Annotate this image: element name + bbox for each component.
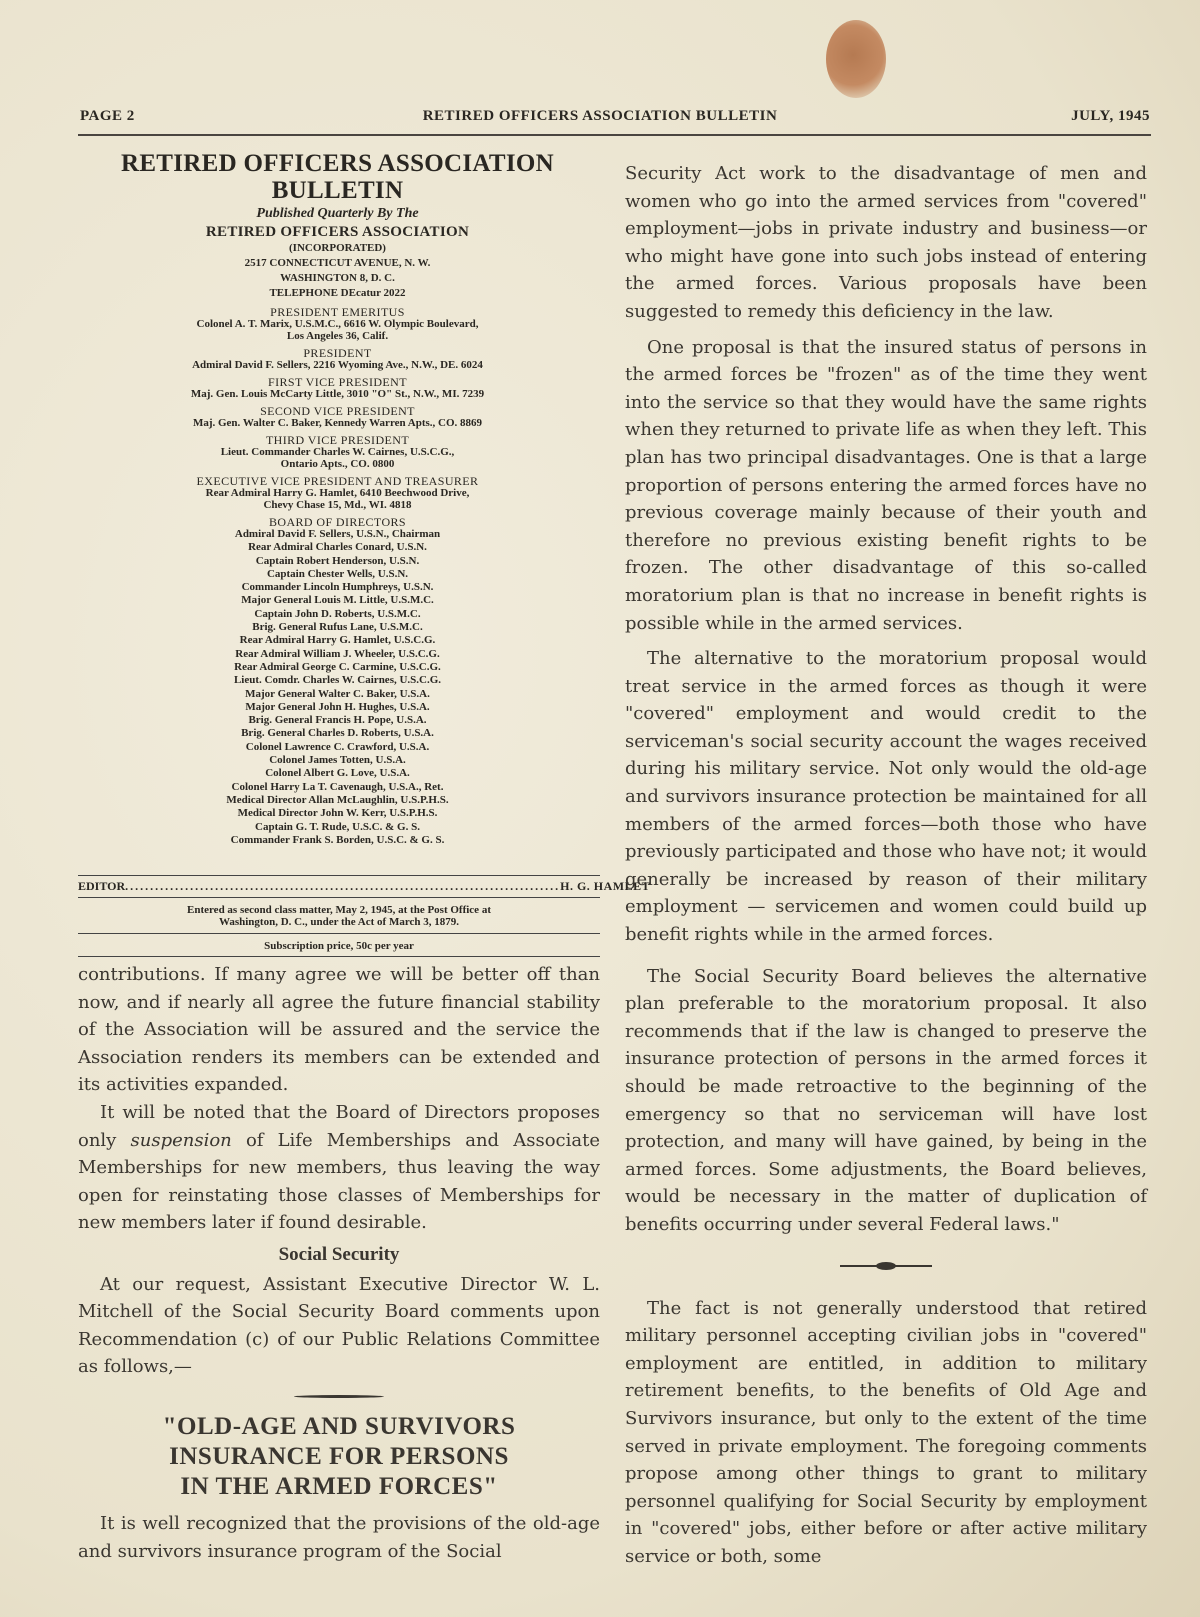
board-member: Brig. General Rufus Lane, U.S.M.C. xyxy=(252,621,423,634)
masthead xyxy=(75,150,600,847)
masthead-published: Published Quarterly By The xyxy=(256,206,419,221)
officer-line: Maj. Gen. Louis McCarty Little, 3010 "O" St., N.W., MI. 7239 xyxy=(190,388,485,400)
board-member: Rear Admiral William J. Wheeler, U.S.C.G. xyxy=(235,647,440,660)
masthead-org: RETIRED OFFICERS ASSOCIATION xyxy=(205,224,470,240)
headline-line: "OLD-AGE AND SURVIVORS xyxy=(162,1412,516,1440)
board-member: Captain Robert Henderson, U.S.N. xyxy=(255,554,420,567)
board-member: Colonel Lawrence C. Crawford, U.S.A. xyxy=(245,740,430,753)
board-member: Captain John D. Roberts, U.S.M.C. xyxy=(254,607,421,620)
ornament-divider xyxy=(294,1395,384,1398)
paragraph: The alternative to the moratorium proposal would treat service in the armed forces as though it were "covered" employment and would credit to the serviceman's social security account the wages received during his military service. Not only would the old-age and survivors insurance protection be maintained for all members of the armed forces—both those who have previously participated and those who have not; it would generally be increased by reason of their military employment — servicemen and women could build up benefit rights while in the armed forces. xyxy=(625,648,1147,946)
paragraph: The Social Security Board believes the alternative plan preferable to the moratorium proposal. It also recommends that if the law is changed to preserve the insurance protection of persons in the armed forces it should be made retroactive to the beginning of the emergency so that no serviceman will have lost protection, and many will have gained, by being in the armed forces. Some adjustments, the Board believes, would be necessary in the matter of duplication of benefits occurring under several Federal laws." xyxy=(625,965,1147,1235)
paragraph: One proposal is that the insured status of persons in the armed forces be "frozen" as of the time they went into the service so that they would have the same rights when they returned to private life as when they left. This plan has two principal disadvantages. One is that a large proportion of persons entering the armed forces have no previous coverage mainly because of their youth and therefore no previous existing benefit rights to be frozen. The other disadvantage of this so-called moratorium plan is that no increase in benefit rights is possible while in the armed services. xyxy=(625,336,1147,634)
paragraph: It is well recognized that the provisions of the old-age and survivors insurance program of the Social xyxy=(78,1512,600,1562)
officer-title: PRESIDENT EMERITUS xyxy=(270,305,405,319)
mailing-notice-line: Entered as second class matter, May 2, 1945, at the Post Office at xyxy=(187,904,491,916)
paragraph: Security Act work to the disadvantage of men and women who go into the armed services from "covered" employment—jobs in private industry and business—or who might have gone into such jobs instead of entering the armed forces. Various proposals have been suggested to remedy this deficiency in the law. xyxy=(625,163,1147,322)
page-number: PAGE 2 xyxy=(80,108,135,124)
officer-title: FIRST VICE PRESIDENT xyxy=(268,375,407,389)
board-title: BOARD OF DIRECTORS xyxy=(268,515,406,529)
board-member: Colonel Albert G. Love, U.S.A. xyxy=(265,767,410,780)
officer-title: EXECUTIVE VICE PRESIDENT AND TREASURER xyxy=(196,474,479,488)
running-title: RETIRED OFFICERS ASSOCIATION BULLETIN xyxy=(422,108,778,124)
board-of-directors xyxy=(75,516,600,847)
officer-line: Rear Admiral Harry G. Hamlet, 6410 Beechwood Drive, xyxy=(205,487,470,499)
paragraph-text: It will be noted that the Board of Directors proposes only xyxy=(78,1101,600,1151)
editor-name: H. G. HAMLET xyxy=(560,879,651,893)
officer-block xyxy=(75,376,600,400)
mailing-notice xyxy=(78,897,600,928)
paragraph-text: of Life Memberships and Associate Memberships for new members, thus leaving the way open for reinstating those classes of Memberships for new members later if found desirable. xyxy=(78,1129,600,1234)
issue-date: JULY, 1945 xyxy=(1071,108,1150,124)
board-member: Colonel Harry La T. Cavenaugh, U.S.A., Ret. xyxy=(231,780,444,793)
subscription-price: Subscription price, 50c per year xyxy=(78,933,600,957)
masthead-title-2: BULLETIN xyxy=(271,177,404,204)
headline-line: INSURANCE FOR PERSONS xyxy=(169,1442,509,1470)
paragraph: The fact is not generally understood that retired military personnel accepting civilian jobs in "covered" employment are entitled, in addition to military retirement benefits, to the benefits of Old Age and Survivors insurance, but only to the extent of the time served in private employment. The foregoing comments propose among other things to grant to military personnel qualifying for Social Security by employment in "covered" jobs, either before or after active military service or both, some xyxy=(625,1297,1147,1567)
officer-title: PRESIDENT xyxy=(303,346,372,360)
board-member: Rear Admiral Charles Conard, U.S.N. xyxy=(248,541,427,554)
board-member: Commander Frank S. Borden, U.S.C. & G. S. xyxy=(230,833,445,846)
board-member: Major General John H. Hughes, U.S.A. xyxy=(245,700,430,713)
officer-title: SECOND VICE PRESIDENT xyxy=(260,404,415,418)
board-member: Colonel James Totten, U.S.A. xyxy=(269,754,406,767)
editor-label: EDITOR xyxy=(78,879,126,893)
board-member: Brig. General Charles D. Roberts, U.S.A. xyxy=(241,727,434,740)
masthead-telephone: TELEPHONE DEcatur 2022 xyxy=(269,287,406,299)
officer-line: Maj. Gen. Walter C. Baker, Kennedy Warren Apts., CO. 8869 xyxy=(192,417,483,429)
officer-block xyxy=(75,405,600,429)
board-member: Admiral David F. Sellers, U.S.N., Chairman xyxy=(234,528,441,540)
board-member: Captain Chester Wells, U.S.N. xyxy=(266,567,409,580)
right-column xyxy=(625,160,1147,1571)
officer-line: Admiral David F. Sellers, 2216 Wyoming Ave., N.W., DE. 6024 xyxy=(192,359,483,371)
board-member: Major General Louis M. Little, U.S.M.C. xyxy=(241,594,434,607)
board-member: Brig. General Francis H. Pope, U.S.A. xyxy=(248,714,427,727)
board-member: Major General Walter C. Baker, U.S.A. xyxy=(245,687,430,700)
paragraph xyxy=(78,1099,600,1237)
emphasis-text: suspension xyxy=(130,1129,232,1151)
officer-line: Chevy Chase 15, Md., WI. 4818 xyxy=(263,499,412,511)
article-headline xyxy=(78,1412,600,1502)
header-rule xyxy=(78,134,1151,136)
officer-line: Los Angeles 36, Calif. xyxy=(286,330,389,342)
stain-mark xyxy=(826,20,886,98)
masthead-title-1: RETIRED OFFICERS ASSOCIATION xyxy=(120,150,555,177)
editor-row xyxy=(78,875,651,894)
board-member: Rear Admiral Harry G. Hamlet, U.S.C.G. xyxy=(239,634,436,647)
ornament-divider xyxy=(840,1265,932,1267)
masthead-incorporated: (INCORPORATED) xyxy=(289,242,386,254)
officer-line: Lieut. Commander Charles W. Cairnes, U.S.C.G., xyxy=(220,446,455,458)
headline-line: IN THE ARMED FORCES" xyxy=(180,1472,498,1500)
board-member: Lieut. Comdr. Charles W. Cairnes, U.S.C.G. xyxy=(233,674,442,687)
board-member: Captain G. T. Rude, U.S.C. & G. S. xyxy=(255,820,420,833)
officer-line: Ontario Apts., CO. 0800 xyxy=(280,458,395,470)
masthead-address-1: 2517 CONNECTICUT AVENUE, N. W. xyxy=(244,257,431,269)
paragraph: contributions. If many agree we will be better off than now, and if nearly all agree the future financial stability of the Association will be assured and the service the Association renders its members can be extended and its activities expanded. xyxy=(78,964,600,1096)
masthead-address-2: WASHINGTON 8, D. C. xyxy=(280,272,395,284)
editor-leader-dots: ....................................................................................... xyxy=(125,879,561,893)
left-column xyxy=(78,961,600,1565)
section-subhead: Social Security xyxy=(278,1243,400,1265)
board-member: Medical Director Allan McLaughlin, U.S.P.H.S. xyxy=(226,793,449,806)
officer-title: THIRD VICE PRESIDENT xyxy=(265,433,410,447)
board-member: Rear Admiral George C. Carmine, U.S.C.G. xyxy=(234,660,441,673)
officer-block xyxy=(75,475,600,511)
paragraph: At our request, Assistant Executive Director W. L. Mitchell of the Social Security Board comments upon Recommendation (c) of our Public Relations Committee as follows,— xyxy=(78,1273,600,1378)
officer-line: Colonel A. T. Marix, U.S.M.C., 6616 W. Olympic Boulevard, xyxy=(196,318,479,330)
board-member: Medical Director John W. Kerr, U.S.P.H.S. xyxy=(237,807,438,820)
officer-block xyxy=(75,434,600,470)
officer-block xyxy=(75,306,600,342)
board-member: Commander Lincoln Humphreys, U.S.N. xyxy=(241,581,434,594)
officer-block xyxy=(75,347,600,371)
mailing-notice-line: Washington, D. C., under the Act of March 3, 1879. xyxy=(218,916,460,928)
